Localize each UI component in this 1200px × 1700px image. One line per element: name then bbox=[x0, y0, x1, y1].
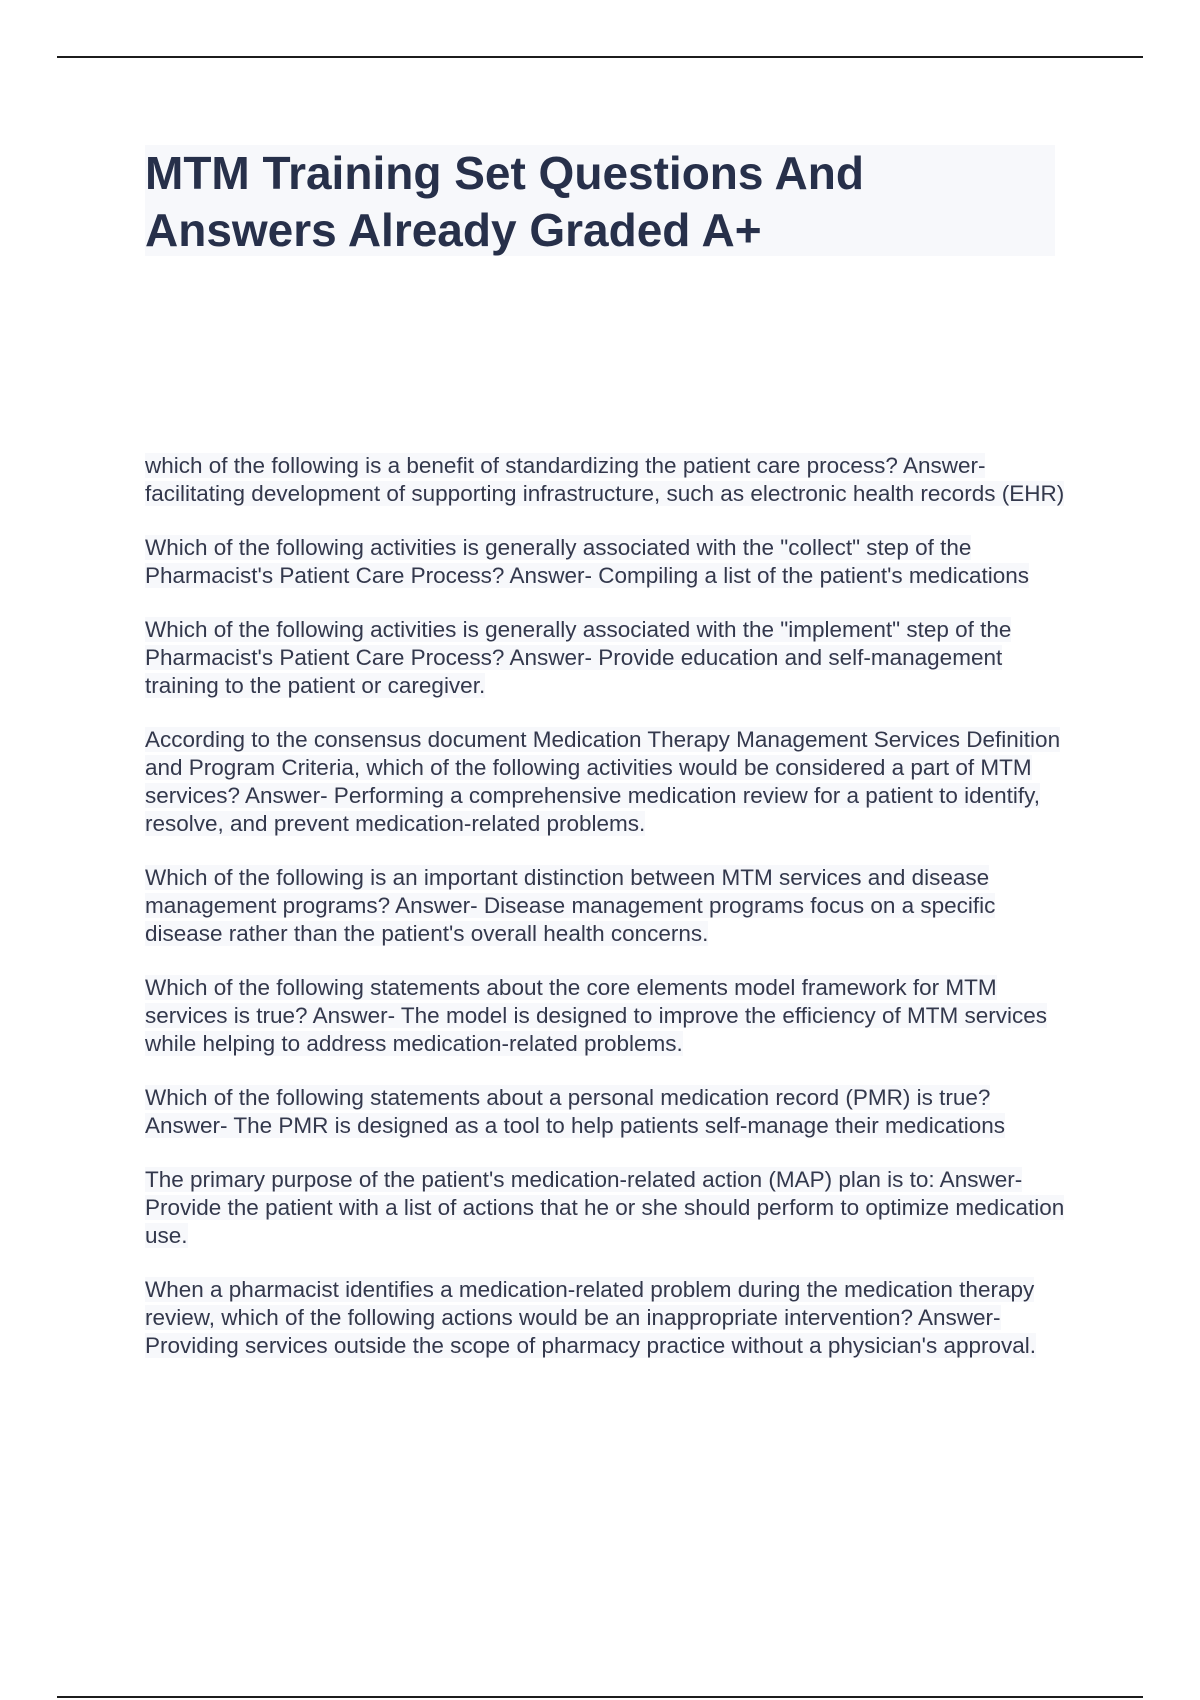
qa-text: When a pharmacist identifies a medication-related problem during the medication therapy review, which of the following actions would be an inappropriate intervention? Answer- Providing services outside the scope of pharmacy practice without a physician's approval. bbox=[145, 1277, 1037, 1358]
qa-text: Which of the following statements about the core elements model framework for MTM services is true? Answer- The model is designed to improve the efficiency of MTM services while helping to address medication-related problems. bbox=[145, 975, 1048, 1056]
qa-text: Which of the following activities is generally associated with the "collect" step of the Pharmacist's Patient Care Process? Answer- Compiling a list of the patient's medications bbox=[145, 535, 1029, 588]
qa-item-8 bbox=[145, 1166, 1065, 1250]
qa-text: The primary purpose of the patient's medication-related action (MAP) plan is to: Answer- Provide the patient with a list of actions that he or she should perform to optimize medication use. bbox=[145, 1167, 1065, 1248]
qa-text: Which of the following statements about a personal medication record (PMR) is true? Answer- The PMR is designed as a tool to help patients self-manage their medications bbox=[145, 1085, 1006, 1138]
qa-text: Which of the following is an important distinction between MTM services and disease management programs? Answer- Disease management programs focus on a specific disease rather than the patient's overall health concerns. bbox=[145, 865, 996, 946]
qa-item-5 bbox=[145, 864, 1065, 948]
document-title: MTM Training Set Questions And Answers Already Graded A+ bbox=[145, 147, 864, 256]
qa-text: According to the consensus document Medication Therapy Management Services Definition and Program Criteria, which of the following activities would be considered a part of MTM services? Answer- Performing a comprehensive medication review for a patient to identify, resolve, and prevent medication-related problems. bbox=[145, 727, 1061, 836]
qa-item-4 bbox=[145, 726, 1065, 838]
qa-text: which of the following is a benefit of standardizing the patient care process? Answer- facilitating development of supporting infrastructure, such as electronic health records (EHR) bbox=[145, 453, 1065, 506]
qa-item-2 bbox=[145, 534, 1065, 590]
top-rule bbox=[57, 56, 1143, 58]
qa-item-9 bbox=[145, 1276, 1065, 1360]
qa-item-1 bbox=[145, 452, 1065, 508]
bottom-rule bbox=[57, 1696, 1143, 1698]
qa-item-7 bbox=[145, 1084, 1065, 1140]
qa-list bbox=[145, 452, 1065, 1386]
qa-item-3 bbox=[145, 616, 1065, 700]
qa-text: Which of the following activities is generally associated with the "implement" step of the Pharmacist's Patient Care Process? Answer- Provide education and self-management training to the patient or caregiver. bbox=[145, 617, 1012, 698]
qa-item-6 bbox=[145, 974, 1065, 1058]
title-block bbox=[145, 145, 1055, 256]
